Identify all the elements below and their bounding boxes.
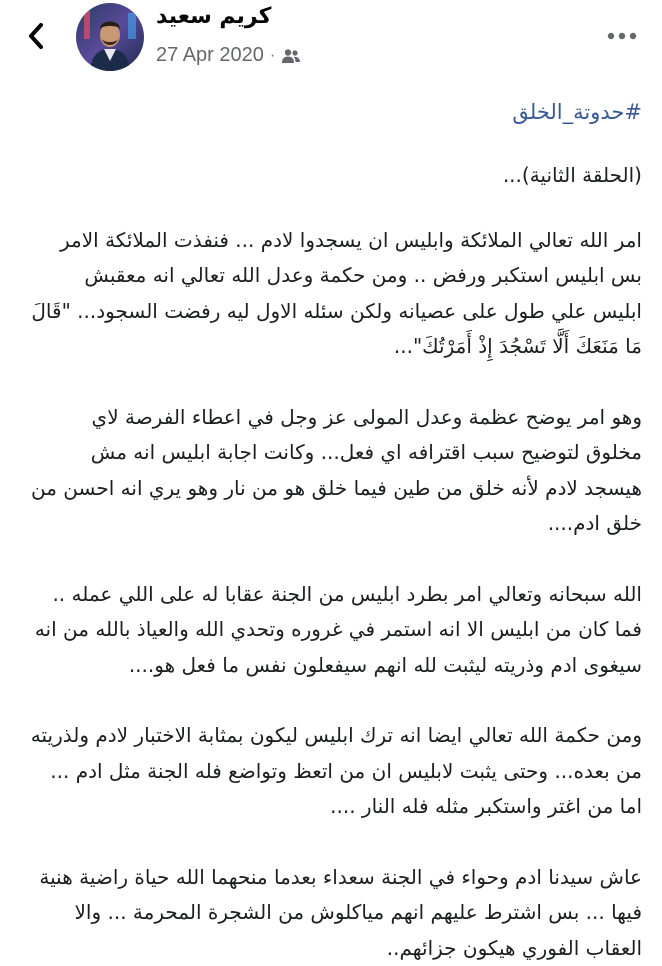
chevron-left-icon	[26, 22, 46, 50]
back-button[interactable]	[18, 18, 54, 54]
post-paragraph: (الحلقة الثانية)...	[0, 158, 662, 194]
author-name[interactable]: كريم سعيد	[156, 4, 271, 29]
profile-photo	[76, 3, 144, 71]
post-paragraph: امر الله تعالي الملائكة وابليس ان يسجدوا لادم ... فنفذت الملائكة الامر بس ابليس استكبر ورفض .. ومن حكمة وعدل الله تعالي انه معقبش ابليس علي طول على عصيانه ولكن سئله الاول ليه رفضت السجود... "قَالَ مَا مَنَعَكَ أَلَّا تَسْجُدَ إِذْ أَمَرْتُكَ"...	[0, 223, 662, 365]
post-paragraph: عاش سيدنا ادم وحواء في الجنة سعداء بعدما منحهما الله حياة راضية هنية فيها ... بس اشترط عليهم انهم مياكلوش من الشجرة المحرمة ... والا العقاب الفوري هيكون جزائهم..	[0, 860, 662, 966]
post-paragraph: ومن حكمة الله تعالي ايضا انه ترك ابليس ليكون بمثابة الاختبار لادم ولذريته من بعده... وحتى يثبت لابليس ان من اتعظ وتواضع فله الجنة مثل ادم ... اما من اغتر واستكبر مثله فله النار ....	[0, 718, 662, 825]
avatar[interactable]	[76, 3, 144, 71]
more-options-button[interactable]	[604, 24, 640, 48]
meta-separator: ·	[270, 47, 275, 65]
post-date[interactable]: 27 Apr 2020	[156, 44, 264, 67]
more-horizontal-icon	[607, 32, 637, 40]
post-meta	[156, 44, 301, 67]
friends-icon[interactable]	[281, 48, 301, 64]
post-header	[0, 0, 662, 80]
post-body	[0, 92, 662, 966]
hashtag-link[interactable]: #حدوتة_الخلق	[0, 92, 662, 132]
post-paragraph: الله سبحانه وتعالي امر بطرد ابليس من الجنة عقابا له على اللي عمله .. فما كان من ابليس الا انه استمر في غروره وتحدي الله والعياذ بالله من انه سيغوى ادم وذريته ليثبت لله انهم سيفعلون نفس ما فعل هو....	[0, 577, 662, 684]
post-paragraph: وهو امر يوضح عظمة وعدل المولى عز وجل في اعطاء الفرصة لاي مخلوق لتوضيح سبب اقترافه اي فعل... وكانت اجابة ابليس انه مش هيسجد لادم لأنه خلق من طين فيما خلق هو من نار وهو يري انه احسن من خلق ادم....	[0, 400, 662, 542]
